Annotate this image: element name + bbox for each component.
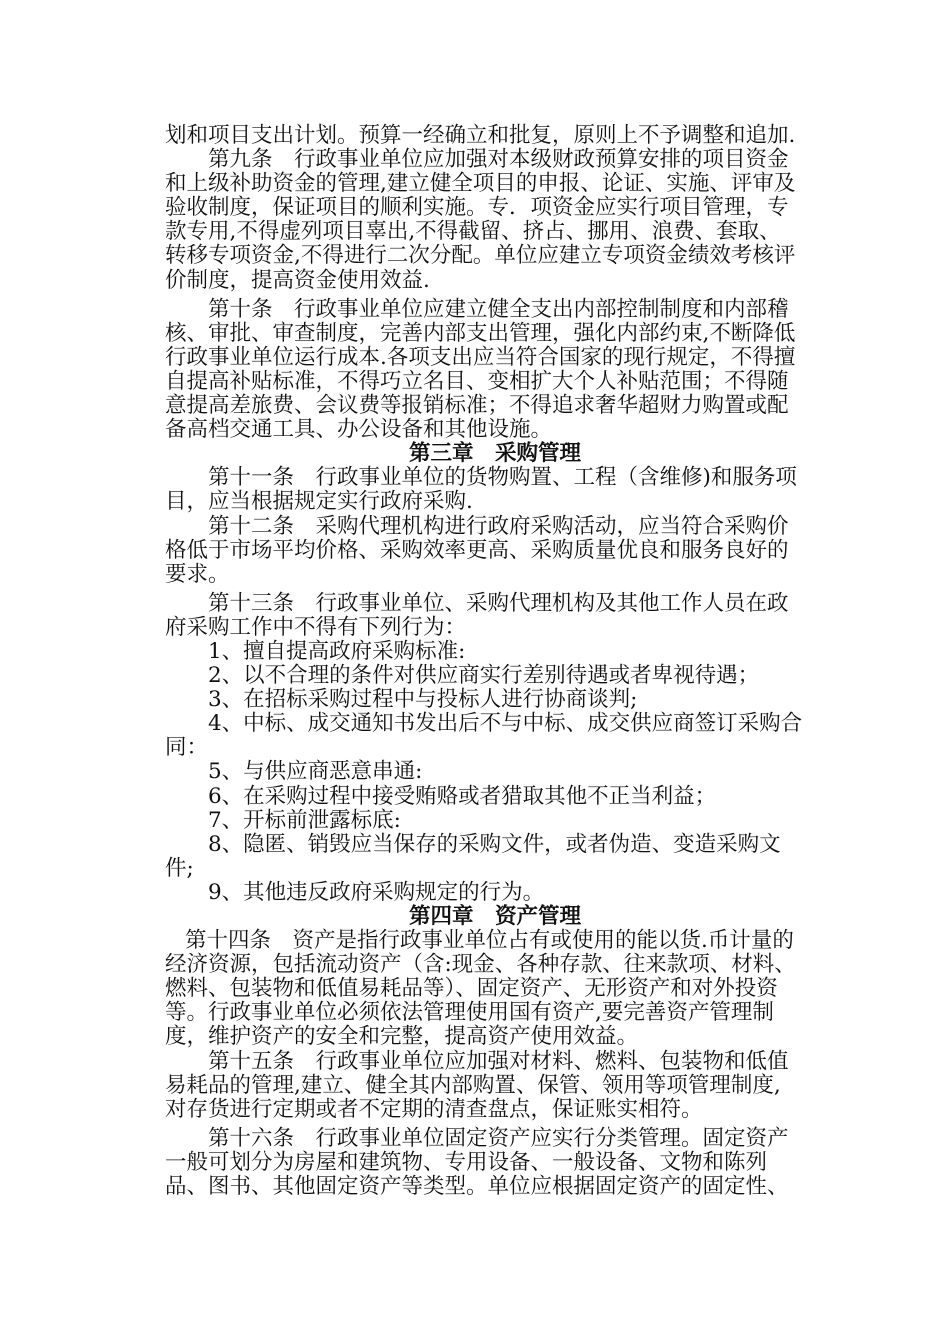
- text-line: 格低于市场平均价格、采购效率更高、采购质量优良和服务良好的: [165, 537, 789, 563]
- text-line: 一般可划分为房屋和建筑物、专用设备、一般设备、文物和陈列: [165, 1149, 768, 1175]
- text-line: 6、在采购过程中接受贿赂或者猎取其他不正当利益；: [208, 783, 717, 809]
- text-line: 9、其他违反政府采购规定的行为。: [208, 879, 545, 905]
- text-line: 款专用,不得虚列项目辜出,不得截留、挤占、挪用、浪费、套取、: [165, 219, 781, 245]
- text-line: 备高档交通工具、办公设备和其他设施。: [165, 417, 553, 443]
- text-line: 7、开标前泄露标底:: [208, 807, 401, 833]
- text-line: 第十四条 资产是指行政事业单位占有或使用的能以货.币计量的: [185, 928, 794, 954]
- chapter-heading: 第三章 采购管理: [408, 441, 581, 467]
- text-line: 核、审批、审查制度，完善内部支出管理，强化内部约束,不断降低: [165, 320, 796, 346]
- text-line: 第十五条 行政事业单位应加强对材料、燃料、包装物和低值: [208, 1048, 789, 1074]
- text-line: 意提高差旅费、会议费等报销标准；不得追求奢华超财力购置或配: [165, 393, 789, 419]
- text-line: 第十一条 行政事业单位的货物购置、工程（含维修)和服务项: [208, 465, 797, 491]
- text-line: 价制度，提高资金使用效益.: [165, 267, 430, 293]
- text-line: 2、以不合理的条件对供应商实行差别待遇或者卑视待遇；: [208, 663, 760, 689]
- text-line: 品、图书、其他固定资产等类型。单位应根据固定资产的固定性、: [165, 1174, 789, 1200]
- text-line: 目，应当根据规定实行政府采购.: [165, 489, 473, 515]
- text-line: 件;: [165, 855, 194, 881]
- text-line: 第十六条 行政事业单位固定资产应实行分类管理。固定资产: [208, 1125, 789, 1151]
- text-line: 4、中标、成交通知书发出后不与中标、成交供应商签订采购合: [208, 711, 803, 737]
- text-line: 第十二条 采购代理机构进行政府采购活动，应当符合采购价: [208, 513, 789, 539]
- text-line: 第九条 行政事业单位应加强对本级财政预算安排的项目资金: [208, 147, 789, 173]
- text-line: 燃料、包装物和低值易耗品等）、固定资产、无形资产和对外投资: [165, 976, 778, 1002]
- text-line: 自提高补贴标准，不得巧立名目、变相扩大个人补贴范围；不得随: [165, 368, 789, 394]
- text-line: 和上级补助资金的管理,建立健全项目的申报、论证、实施、评审及: [165, 171, 796, 197]
- text-line: 同：: [165, 735, 209, 761]
- text-line: 对存货进行定期或者不定期的清查盘点，保证账实相符。: [165, 1096, 703, 1122]
- text-line: 易耗品的管理,建立、健全其内部购置、保管、领用等项管理制度,: [165, 1072, 781, 1098]
- text-line: 5、与供应商恶意串通:: [208, 759, 423, 785]
- text-line: 验收制度，保证项目的顺利实施。专．项资金应实行项目管理，专: [165, 195, 789, 221]
- text-line: 府采购工作中不得有下列行为：: [165, 614, 467, 640]
- text-line: 划和项目支出计划。预算一经确立和批复，原则上不予调整和追加.: [165, 123, 796, 148]
- text-line: 3、在招标采购过程中与投标人进行协商谈判;: [208, 687, 638, 713]
- text-line: 经济资源，包括流动资产（含:现金、各种存款、往来款项、材料、: [165, 952, 796, 978]
- text-line: 1、擅自提高政府采购标准:: [208, 638, 466, 664]
- text-line: 8、隐匿、销毁应当保存的采购文件，或者伪造、变造采购文: [208, 831, 781, 857]
- text-line: 等。行政事业单位必须依法管理使用国有资产,要完善资产管理制: [165, 1000, 774, 1026]
- text-line: 第十条 行政事业单位应建立健全支出内部控制制度和内部稽: [208, 296, 789, 322]
- text-line: 行政事业单位运行成本.各项支出应当符合国家的现行规定，不得擅: [165, 344, 796, 370]
- text-line: 转移专项资金,不得进行二次分配。单位应建立专项资金绩效考核评: [165, 243, 796, 269]
- text-line: 度，维护资产的安全和完整，提高资产使用效益。: [165, 1024, 639, 1050]
- text-line: 要求。: [165, 561, 230, 587]
- text-line: 第十三条 行政事业单位、采购代理机构及其他工作人员在政: [208, 590, 789, 616]
- chapter-heading: 第四章 资产管理: [408, 904, 581, 929]
- document-page: [165, 124, 825, 1199]
